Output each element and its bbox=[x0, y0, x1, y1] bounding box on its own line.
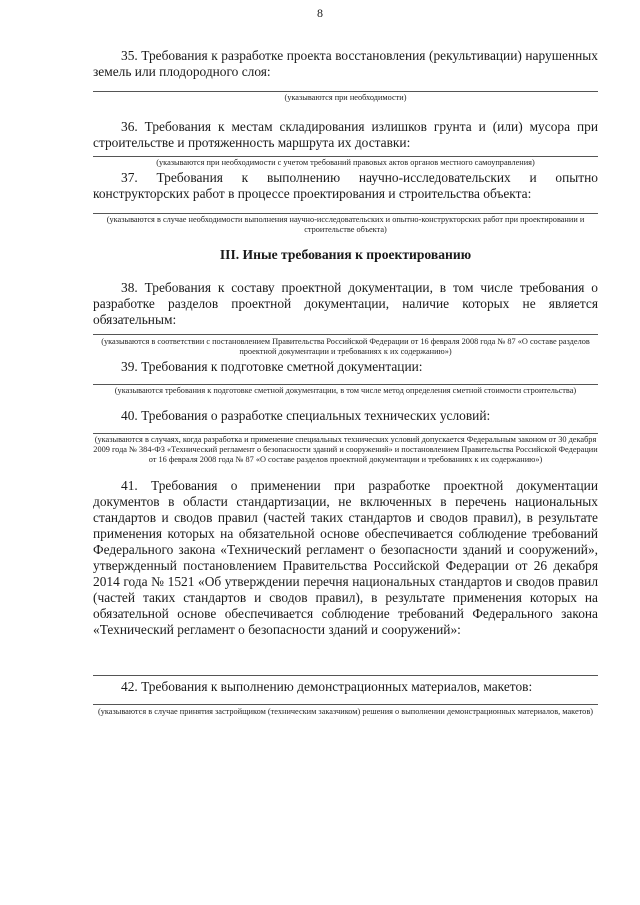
item-41-blank-line bbox=[93, 675, 598, 676]
item-38-blank-line bbox=[93, 334, 598, 335]
item-35-blank-line bbox=[93, 91, 598, 92]
item-40-text: 40. Требования о разработке специальных технических условий: bbox=[121, 408, 491, 423]
item-39-blank-line bbox=[93, 384, 598, 385]
item-39-note: (указываются требования к подготовке сметной документации, в том числе метод определения сметной стоимости строительства) bbox=[114, 386, 577, 395]
item-36-blank-line bbox=[93, 156, 598, 157]
item-36-text: 36. Требования к местам складирования излишков грунта и (или) мусора при строительстве и протяженность маршрута их доставки: bbox=[93, 119, 598, 150]
item-39-text: 39. Требования к подготовке сметной документации: bbox=[121, 359, 423, 374]
item-36-note: (указываются при необходимости с учетом требований правовых актов органов местного самоуправления) bbox=[156, 158, 535, 167]
item-40-note: (указываются в случаях, когда разработка и применение специальных технических условий допускается Федеральным законом от 30 декабря 2009 года № 384-ФЗ «Технический регламент о безопасности зданий и сооружений» и постановлением Правительства Российской Федерации от 16 февраля 2008 года № 87 «О составе разделов проектной документации и требованиях к их содержанию») bbox=[93, 435, 598, 464]
item-35-text: 35. Требования к разработке проекта восстановления (рекультивации) нарушенных земель или плодородного слоя: bbox=[93, 48, 598, 79]
item-40-blank-line bbox=[93, 433, 598, 434]
page-number: 8 bbox=[317, 6, 323, 20]
item-37-text: 37. Требования к выполнению научно-исследовательских и опытно конструкторских работ в процессе проектирования и строительства объекта: bbox=[93, 170, 598, 201]
item-38-text: 38. Требования к составу проектной документации, в том числе требования о разработке разделов проектной документации, наличие которых не является обязательным: bbox=[93, 280, 598, 327]
item-37-blank-line bbox=[93, 213, 598, 214]
item-35-note: (указываются при необходимости) bbox=[284, 93, 407, 102]
section-heading: III. Иные требования к проектированию bbox=[219, 247, 472, 262]
item-42-text: 42. Требования к выполнению демонстрационных материалов, макетов: bbox=[121, 679, 533, 694]
item-42-blank-line bbox=[93, 704, 598, 705]
item-41-text: 41. Требования о применении при разработке проектной документации документов в области стандартизации, не включенных в перечень национальных стандартов и сводов правил (частей таких стандартов и сводов правил), в результате применения которых на обязательной основе обеспечивается соблюдение требований Федерального закона «Технический регламент о безопасности зданий и сооружений», утвержденный постановлением Правительства Российской Федерации от 26 декабря 2014 года № 1521 «Об утверждении перечня национальных стандартов и сводов правил (частей таких стандартов и сводов правил), в результате применения которых на обязательной основе обеспечивается соблюдение требований Федерального закона «Технический регламент о безопасности зданий и сооружений»: bbox=[93, 478, 598, 637]
item-38-note: (указываются в соответствии с постановлением Правительства Российской Федерации от 16 февраля 2008 года № 87 «О составе разделов проектной документации и требованиях к их содержанию») bbox=[101, 337, 590, 356]
item-37-note: (указываются в случае необходимости выполнения научно-исследовательских и опытно-конструкторских работ при проектировании и строительстве объекта) bbox=[106, 215, 585, 234]
item-42-note: (указываются в случае принятия застройщиком (техническим заказчиком) решения о выполнении демонстрационных материалов, макетов) bbox=[97, 707, 593, 716]
